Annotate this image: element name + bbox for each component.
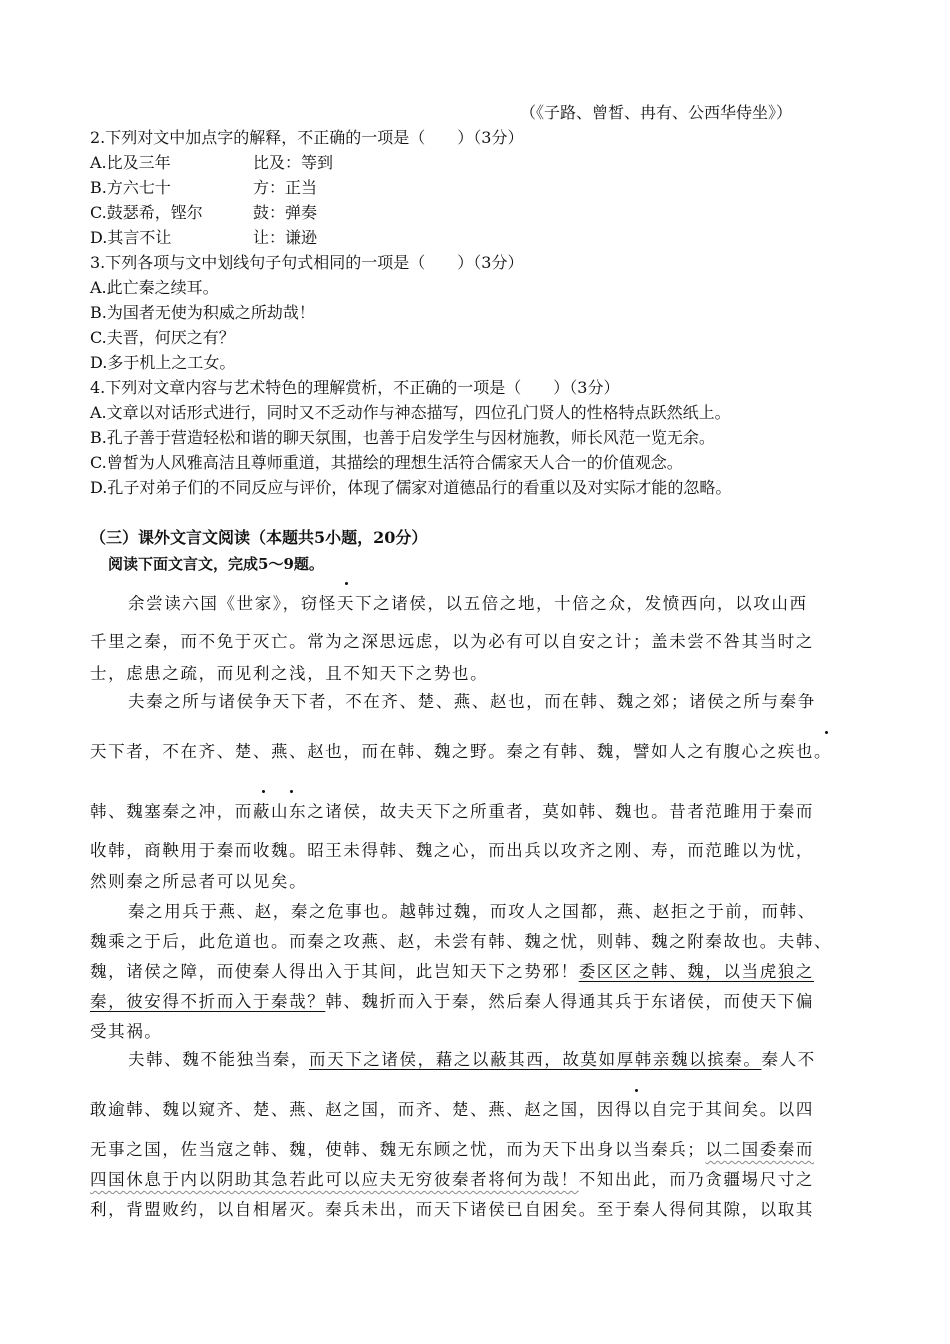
passage-line bbox=[90, 1136, 814, 1160]
emphasis-dot bbox=[345, 582, 348, 585]
q3-option-a: A.此亡秦之续耳。 bbox=[90, 278, 219, 297]
passage-text: 不知出此，而乃贪疆埸尺寸之 bbox=[578, 1170, 815, 1189]
q2-option-a-gloss: 比及：等到 bbox=[253, 153, 334, 172]
passage-line: 利，背盟败约，以自相屠灭。秦兵未出，而天下诸侯已自困矣。至于秦人得伺其隙，以取其 bbox=[90, 1200, 814, 1219]
section-instruction: 阅读下面文言文，完成5～9题。 bbox=[108, 555, 324, 573]
q3-option-b: B.为国者无使为积威之所劫哉！ bbox=[90, 303, 315, 322]
q2-option-d-gloss: 让：谦逊 bbox=[253, 228, 318, 247]
question-2-stem: 2.下列对文中加点字的解释，不正确的一项是（ ）（3分） bbox=[90, 128, 524, 147]
passage-line: 夫秦之所与诸侯争天下者，不在齐、楚、燕、赵也，而在韩、魏之郊；诸侯之所与秦争 bbox=[128, 692, 816, 711]
q4-option-c: C.曾皙为人风雅高洁且尊师重道，其描绘的理想生活符合儒家天人合一的价值观念。 bbox=[90, 453, 683, 472]
section-heading: （三）课外文言文阅读（本题共5小题，20分） bbox=[90, 528, 428, 547]
q2-option-d-text: D.其言不让 bbox=[90, 228, 172, 247]
passage-line: 受其祸。 bbox=[90, 1022, 163, 1041]
wavy-underlined-sentence: 四国休息于内以阴助其急若此可以应夫无穷彼秦者将何为哉！ bbox=[90, 1170, 579, 1189]
q2-option-c bbox=[90, 200, 870, 225]
q2-option-d bbox=[90, 225, 870, 250]
passage-line bbox=[90, 958, 814, 982]
underlined-sentence: 秦，彼安得不折而入于秦哉？ bbox=[90, 992, 326, 1011]
q4-option-d: D.孔子对弟子们的不同反应与评价，体现了儒家对道德品行的看重以及对实际才能的忽略。 bbox=[90, 478, 732, 497]
passage-line bbox=[128, 1046, 816, 1070]
q2-option-a-text: A.比及三年 bbox=[90, 153, 171, 172]
passage-line: 魏乘之于后，此危道也。而秦之攻燕、赵，未尝有韩、魏之忧，则韩、魏之附秦故也。夫韩、 bbox=[90, 932, 833, 951]
passage-line: 韩、魏塞秦之冲，而蔽山东之诸侯，故夫天下之所重者，莫如韩、魏也。昔者范雎用于秦而 bbox=[90, 802, 814, 821]
q2-option-b bbox=[90, 175, 870, 200]
wavy-underlined-sentence: 以二国委秦而 bbox=[705, 1140, 815, 1159]
source-note: （《子路、曾皙、冉有、公西华侍坐》） bbox=[520, 103, 793, 122]
passage-line: 余尝读六国《世家》，窃怪天下之诸侯，以五倍之地，十倍之众，发愤西向，以攻山西 bbox=[128, 594, 808, 613]
question-3-stem: 3.下列各项与文中划线句子句式相同的一项是（ ）（3分） bbox=[90, 253, 524, 272]
emphasis-dot bbox=[825, 731, 828, 734]
passage-line bbox=[90, 988, 814, 1012]
passage-line bbox=[90, 1166, 814, 1190]
underlined-sentence: 而天下之诸侯，藉之以蔽其西，故莫如厚韩亲魏以摈秦。 bbox=[309, 1050, 762, 1069]
emphasis-dot bbox=[635, 1089, 638, 1092]
underlined-sentence: 委区区之韩、魏，以当虎狼之 bbox=[578, 962, 815, 981]
passage-text: 无事之国，佐当寇之韩、魏，使韩、魏无东顾之忧，而为天下出身以当秦兵； bbox=[90, 1140, 706, 1159]
passage-line: 天下者，不在齐、楚、燕、赵也，而在韩、魏之野。秦之有韩、魏，譬如人之有腹心之疾也。 bbox=[90, 742, 833, 761]
passage-text: 韩、魏折而入于秦，然后秦人得通其兵于东诸侯，而使天下偏 bbox=[325, 992, 815, 1011]
q4-option-a: A.文章以对话形式进行，同时又不乏动作与神态描写，四位孔门贤人的性格特点跃然纸上。 bbox=[90, 403, 731, 422]
passage-text: 夫韩、魏不能独当秦， bbox=[128, 1050, 309, 1069]
passage-line: 千里之秦，而不免于灭亡。常为之深思远虑，以为必有可以自安之计；盖未尝不咎其当时之 bbox=[90, 632, 814, 651]
passage-line: 然则秦之所忌者可以见矣。 bbox=[90, 872, 308, 891]
emphasis-dot bbox=[262, 790, 265, 793]
passage-line: 收韩，商鞅用于秦而收魏。昭王未得韩、魏之心，而出兵以攻齐之刚、寿，而范雎以为忧， bbox=[90, 841, 814, 860]
q2-option-c-text: C.鼓瑟希，铿尔 bbox=[90, 203, 203, 222]
q3-option-c: C.夫晋，何厌之有？ bbox=[90, 328, 235, 347]
passage-line: 敢逾韩、魏以窥齐、楚、燕、赵之国，而齐、楚、燕、赵之国，因得以自完于其间矣。以四 bbox=[90, 1100, 814, 1119]
q3-option-d: D.多于机上之工女。 bbox=[90, 353, 236, 372]
q4-option-b: B.孔子善于营造轻松和谐的聊天氛围，也善于启发学生与因材施教，师长风范一览无余。 bbox=[90, 428, 715, 447]
q2-option-a bbox=[90, 150, 870, 175]
passage-line: 士，虑患之疏，而见利之浅，且不知天下之势也。 bbox=[90, 664, 489, 683]
question-4-stem: 4.下列对文章内容与艺术特色的理解赏析，不正确的一项是（ ）（3分） bbox=[90, 378, 620, 397]
emphasis-dot bbox=[290, 790, 293, 793]
question-2 bbox=[90, 125, 870, 500]
q2-option-b-text: B.方六七十 bbox=[90, 178, 171, 197]
passage-text: 秦人不 bbox=[761, 1050, 816, 1069]
q2-option-b-gloss: 方：正当 bbox=[253, 178, 318, 197]
passage-text: 魏，诸侯之障，而使秦人得出入于其间，此岂知天下之势邪！ bbox=[90, 962, 579, 981]
q2-option-c-gloss: 鼓：弹奏 bbox=[253, 203, 318, 222]
passage-line: 秦之用兵于燕、赵，秦之危事也。越韩过魏，而攻人之国都，燕、赵拒之于前，而韩、 bbox=[128, 902, 816, 921]
